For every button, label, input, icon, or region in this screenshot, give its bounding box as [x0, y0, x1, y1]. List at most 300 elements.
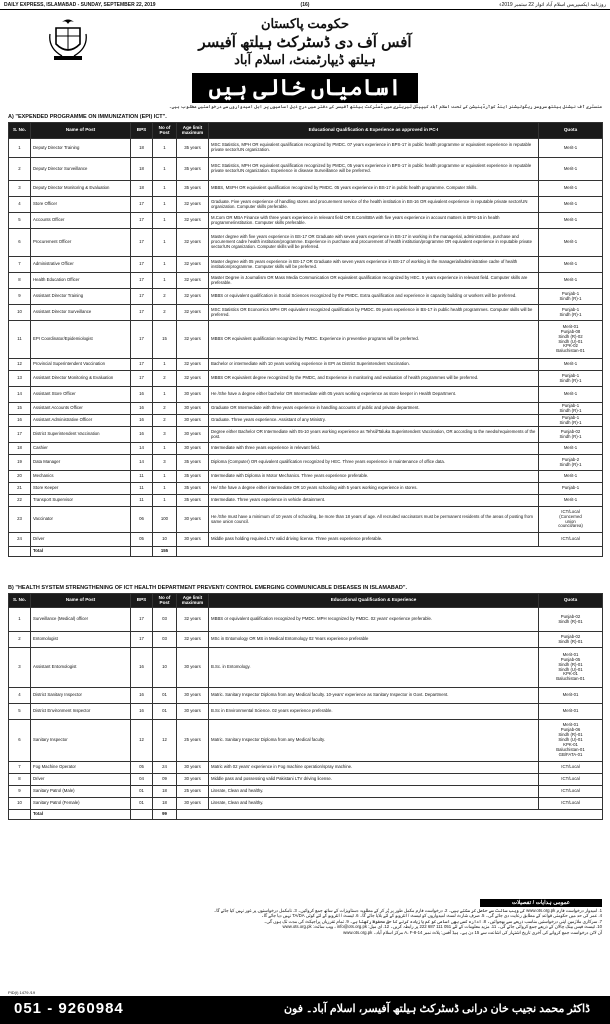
age-limit-cell: 32 years [177, 371, 209, 387]
no-of-post-cell: 1 [153, 359, 177, 371]
post-name-cell: Mechanics [31, 471, 131, 483]
age-limit-cell: 30 years [177, 415, 209, 427]
bps-cell: 17 [131, 289, 153, 305]
quota-cell: Merit-1 [539, 257, 603, 273]
table-row [9, 443, 603, 455]
age-limit-cell: 35 years [177, 455, 209, 471]
quota-cell: Merit-1 [539, 139, 603, 158]
sno-cell: 10 [9, 305, 31, 321]
quota-cell: Punjab-02 Sindh (R)-01 [539, 632, 603, 648]
header-office: آفس آف دی ڈسٹرکٹ ہیلتھ آفیسر [198, 34, 412, 51]
col-header: No of Post [153, 594, 177, 608]
sno-cell: 22 [9, 495, 31, 507]
bps-cell: 06 [131, 507, 153, 533]
qualification-cell: Literate, Clean and healthy. [209, 798, 539, 810]
sno-cell: 2 [9, 158, 31, 181]
bps-cell: 17 [131, 197, 153, 213]
header-department: ہیلتھ ڈیپارٹمنٹ، اسلام آباد [234, 52, 376, 67]
age-limit-cell: 32 years [177, 273, 209, 289]
sno-cell: 16 [9, 415, 31, 427]
no-of-post-cell: 1 [153, 443, 177, 455]
table-row [9, 305, 603, 321]
quota-cell: ICT/Local [539, 786, 603, 798]
age-limit-cell: 32 years [177, 632, 209, 648]
post-name-cell: EPI Coordinator/Epidemiologist [31, 321, 131, 359]
bps-cell: 17 [131, 359, 153, 371]
bps-cell: 17 [131, 273, 153, 289]
no-of-post-cell: 10 [153, 648, 177, 688]
sno-cell: 9 [9, 289, 31, 305]
post-name-cell: Assistant Director Surveillance [31, 305, 131, 321]
masthead-right: روزنامہ ایکسپریس اسلام آباد اتوار 22 ستمبر 2019ء [499, 2, 606, 8]
quota-cell: Merit-1 [539, 495, 603, 507]
qualification-cell: Matric. Sanitary Inspector Diploma from any Medical faculty. 10-years' experience as Sanitary Inspector in Govt. Department. [209, 688, 539, 704]
total-row [9, 810, 603, 820]
intro-paragraph: منسٹری آف نیشنل ہیلتھ سروسز ریگولیشنز اینڈ کوآرڈینیشن کے تحت اسلام آباد کیپیٹل ٹیریٹری میں ڈسٹرکٹ ہیلتھ آفیسر کے دفتر میں درج ذیل اسامیوں پر اہل امیدواروں سے درخواستیں مطلوب ہیں۔ [168, 104, 602, 109]
post-name-cell: Assistant Store Officer [31, 387, 131, 403]
col-header: BPS [131, 594, 153, 608]
post-name-cell: Vaccinator [31, 507, 131, 533]
qualification-cell: MBBS OR equivalent qualification recognized by PMDC. Experience in preventive programs will be preferred. [209, 321, 539, 359]
table-row [9, 455, 603, 471]
no-of-post-cell: 10 [153, 533, 177, 547]
post-name-cell: Procurement Officer [31, 229, 131, 257]
bps-cell: 01 [131, 786, 153, 798]
age-limit-cell: 32 years [177, 229, 209, 257]
table-row [9, 403, 603, 415]
qualification-cell: MSc in Entomology OR MS in Medical Entomology 02 Years experience preferable [209, 632, 539, 648]
table-row [9, 533, 603, 547]
sno-cell: 8 [9, 273, 31, 289]
sno-cell: 1 [9, 139, 31, 158]
no-of-post-cell: 03 [153, 632, 177, 648]
bps-cell: 16 [131, 415, 153, 427]
table-row [9, 471, 603, 483]
total-label: Total [31, 547, 131, 557]
qualification-cell: Master degree with 05 years experience in BS-17 OR Graduate with seven years experience in BS-17 of working in the managerial/administrative cadre of health institution/programme. Computer skills will be preferred. [209, 257, 539, 273]
post-name-cell: Deputy Director Surveillance [31, 158, 131, 181]
qualification-cell: Bachelor or intermediate with 10 years working experience in EPI as District Superintendent Vaccination. [209, 359, 539, 371]
quota-cell: Punjab-02 Sindh (R)-01 [539, 608, 603, 632]
col-header: Educational Qualification & Experience as approved in PC-I [209, 123, 539, 139]
bps-cell: 18 [131, 139, 153, 158]
qualification-cell: Master degree with five years experience in BS-17 OR Graduate with seven years experience in BS-17 in working in the managerial, administrative, purchase and procurement cadre health institution/programme. Experience in purchase and procurement of health institution/programme OR equivalent experience in reputable private sector/UN organization. Computer skills will be preferred. [209, 229, 539, 257]
bps-cell: 17 [131, 632, 153, 648]
qualification-cell: Intermediate. Three years experience in vehicle detainment. [209, 495, 539, 507]
qualification-cell: Master Degree in Journalism OR Mass Media Communication OR equivalent qualification recognized by HEC. 5 years experience in relevant field. Computer skills are preferable. [209, 273, 539, 289]
table-row [9, 495, 603, 507]
qualification-cell: MBBS or equivalent qualification recognized by PMDC. MPH recognized by PMDC. 02 years' experience preferable. [209, 608, 539, 632]
age-limit-cell: 32 years [177, 305, 209, 321]
quota-cell: ICT/Local [539, 762, 603, 774]
table-row [9, 289, 603, 305]
post-name-cell: Fog Machine Operator [31, 762, 131, 774]
table-row [9, 273, 603, 289]
sno-cell: 19 [9, 455, 31, 471]
qualification-cell: Graduate OR Intermediate with three years experience in handling accounts of public and private department. [209, 403, 539, 415]
age-limit-cell: 35 years [177, 483, 209, 495]
col-header: Quota [539, 594, 603, 608]
header-government: حکومت پاکستان [260, 16, 350, 31]
table-row [9, 483, 603, 495]
age-limit-cell: 35 years [177, 181, 209, 197]
sno-cell: 5 [9, 704, 31, 720]
bps-cell: 18 [131, 158, 153, 181]
sno-cell: 18 [9, 443, 31, 455]
table-row [9, 229, 603, 257]
age-limit-cell: 30 years [177, 704, 209, 720]
bps-cell: 14 [131, 455, 153, 471]
qualification-cell: B.Sc. in Entomology. [209, 648, 539, 688]
no-of-post-cell: 2 [153, 289, 177, 305]
age-limit-cell: 30 years [177, 443, 209, 455]
total-spacer-cell [131, 547, 153, 557]
quota-cell: Merit-1 [539, 197, 603, 213]
quota-cell: Punjab-1 Sindh (R)-1 [539, 289, 603, 305]
quota-cell: Merit-01 Punjab-05 Sindh (R)-01 Sindh (U)-01 KPK-01 Baluchistan-01 [539, 648, 603, 688]
post-name-cell: Driver [31, 774, 131, 786]
qualification-cell: MSC Statistics, MPH OR equivalent qualification recognized by PMDC. 07 years experience in BPS-17 in public health programme or equivalent experience in reputable private sector/UN organization. [209, 139, 539, 158]
qualification-cell: B.Sc in Environmental Science. 02 years experience preferable. [209, 704, 539, 720]
qualification-cell: Literate, Clean and healthy. [209, 786, 539, 798]
quota-cell: Punjab-1 [539, 483, 603, 495]
qualification-cell: Graduate. Five years experience of handling stores and procurement service of the health institution in BS-16 OR equivalent experience in reputable private sector/UN organization. Computer skills preferable. [209, 197, 539, 213]
post-name-cell: Store Officer [31, 197, 131, 213]
no-of-post-cell: 01 [153, 704, 177, 720]
quota-cell: Merit-1 [539, 359, 603, 371]
age-limit-cell: 32 years [177, 257, 209, 273]
age-limit-cell: 32 years [177, 213, 209, 229]
post-name-cell: Store Keeper [31, 483, 131, 495]
sno-cell: 23 [9, 507, 31, 533]
post-name-cell: Health Education Officer [31, 273, 131, 289]
table-row [9, 786, 603, 798]
sno-cell: 7 [9, 762, 31, 774]
age-limit-cell: 30 years [177, 427, 209, 443]
quota-cell: Merit-1 [539, 229, 603, 257]
age-limit-cell: 30 years [177, 387, 209, 403]
table-row [9, 704, 603, 720]
pid-number: PID(I) 1479 /19 [8, 990, 36, 995]
qualification-cell: MBBS OR equivalent degree recognized by the PMDC, and Experience in monitoring and evaluation of health programmes will be preferred. [209, 371, 539, 387]
age-limit-cell: 32 years [177, 197, 209, 213]
quota-cell: Punjab-1 Sindh (R)-1 [539, 371, 603, 387]
bps-cell: 17 [131, 305, 153, 321]
table-row [9, 197, 603, 213]
qualification-cell: Middle pass and possessing valid Pakistani LTV driving license. [209, 774, 539, 786]
col-header: Quota [539, 123, 603, 139]
total-row [9, 547, 603, 557]
newspaper-masthead [0, 0, 610, 10]
bps-cell: 14 [131, 443, 153, 455]
col-header: S. No. [9, 594, 31, 608]
bps-cell: 11 [131, 495, 153, 507]
age-limit-cell: 30 years [177, 533, 209, 547]
no-of-post-cell: 1 [153, 229, 177, 257]
table-row [9, 181, 603, 197]
post-name-cell: Cashier [31, 443, 131, 455]
col-header: No of Post [153, 123, 177, 139]
sno-cell: 2 [9, 632, 31, 648]
age-limit-cell: 35 years [177, 158, 209, 181]
bps-cell: 17 [131, 371, 153, 387]
quota-cell: ICT/Local [539, 774, 603, 786]
vacancies-banner: اسامیاں خالی ہیں [192, 73, 418, 103]
post-name-cell: Assistant Director Monitoring & Evaluation [31, 371, 131, 387]
table-row [9, 257, 603, 273]
bps-cell: 12 [131, 720, 153, 762]
no-of-post-cell: 03 [153, 608, 177, 632]
section-b-title: B) "HEALTH SYSTEM STRENGTHENING OF ICT HEALTH DEPARTMENT PREVENT/ CONTROL EMERGING COMMUNICABLE DISEASES IN ISLAMABAD". [8, 585, 407, 591]
post-name-cell: Entomologist [31, 632, 131, 648]
age-limit-cell: 35 years [177, 495, 209, 507]
post-name-cell: Transport Supervisor [31, 495, 131, 507]
quota-cell: ICT/Local (Concerned union council/area) [539, 507, 603, 533]
quota-cell: Merit-01 Punjab-08 Sindh (R)-02 Sindh (U)-01 KPK-02 Baluchistan-01 [539, 321, 603, 359]
post-name-cell: Assistant Administrative Officer [31, 415, 131, 427]
bps-cell: 16 [131, 648, 153, 688]
bps-cell: 18 [131, 181, 153, 197]
sno-cell: 7 [9, 257, 31, 273]
quota-cell: Punjab-2 Sindh (R)-1 [539, 455, 603, 471]
quota-cell: Punjab-1 Sindh (R)-1 [539, 415, 603, 427]
age-limit-cell: 30 years [177, 507, 209, 533]
no-of-post-cell: 2 [153, 371, 177, 387]
no-of-post-cell: 1 [153, 273, 177, 289]
age-limit-cell: 30 years [177, 648, 209, 688]
sno-cell: 11 [9, 321, 31, 359]
table-row [9, 415, 603, 427]
no-of-post-cell: 100 [153, 507, 177, 533]
no-of-post-cell: 01 [153, 688, 177, 704]
bps-cell: 17 [131, 213, 153, 229]
no-of-post-cell: 1 [153, 495, 177, 507]
no-of-post-cell: 24 [153, 762, 177, 774]
post-name-cell: Accounts Officer [31, 213, 131, 229]
bps-cell: 11 [131, 483, 153, 495]
no-of-post-cell: 3 [153, 427, 177, 443]
no-of-post-cell: 1 [153, 483, 177, 495]
table-row [9, 762, 603, 774]
qualification-cell: MSC Statistics, MPH OR equivalent qualification recognized by PMDC, 05 years experience in BPS-17 in public health programme or equivalent experience in reputable private sector/UN organization. Experience in disease Surveillance will be preferred. [209, 158, 539, 181]
qualification-cell: MSC Statistics OR Economics MPH OR equivalent recognized qualification by PMDC. 05 years experience in BS-17 in public health programmes. Computer skills will be preferred. [209, 305, 539, 321]
quota-cell: Merit-1 [539, 181, 603, 197]
footer-bar [0, 996, 610, 1024]
age-limit-cell: 25 years [177, 786, 209, 798]
quota-cell: ICT/Local [539, 533, 603, 547]
bps-cell: 04 [131, 774, 153, 786]
post-name-cell: Sanitary Inspector [31, 720, 131, 762]
quota-cell: Punjab-1 Sindh (R)-1 [539, 403, 603, 415]
qualification-cell: Degree either Bachelor OR Intermediate with 05-10 years working experience as Tehsil/Taluka Superintendent Vaccination, OR according to the needs/requirements of the post. [209, 427, 539, 443]
total-label: Total [31, 810, 131, 820]
post-name-cell: Administrative Officer [31, 257, 131, 273]
bps-cell: 16 [131, 427, 153, 443]
quota-cell: Merit-01 [539, 704, 603, 720]
total-value: 99 [153, 810, 177, 820]
bps-cell: 17 [131, 608, 153, 632]
post-name-cell: Sanitary Patrol (Female) [31, 798, 131, 810]
table-row [9, 321, 603, 359]
post-name-cell: District Superintendent Vaccination [31, 427, 131, 443]
no-of-post-cell: 18 [153, 786, 177, 798]
post-name-cell: Deputy Director Training [31, 139, 131, 158]
bps-cell: 01 [131, 798, 153, 810]
sno-cell: 24 [9, 533, 31, 547]
post-name-cell: Provincial Superintendent Vaccination [31, 359, 131, 371]
post-name-cell: Data Manager [31, 455, 131, 471]
qualification-cell: He /She must have a minimum of 10 years of schooling, be more than 18 years of age. All recruited vaccinators must be permanent residents of the areas of posting from same union council. [209, 507, 539, 533]
qualification-cell: He /She have a degree either bachelor OR Intermediate with 05 years working experience as store keeper in Health Department. [209, 387, 539, 403]
no-of-post-cell: 1 [153, 158, 177, 181]
sno-cell: 8 [9, 774, 31, 786]
table-row [9, 359, 603, 371]
sno-cell: 20 [9, 471, 31, 483]
bps-cell: 16 [131, 403, 153, 415]
footer-signatory: ڈاکٹر محمد نجیب خان درانی ڈسٹرکٹ ہیلتھ آفیسر، اسلام آباد۔ فون [283, 1003, 590, 1015]
table-row [9, 688, 603, 704]
bps-cell: 17 [131, 229, 153, 257]
table-row [9, 608, 603, 632]
qualification-cell: Intermediate with three years experience in relevant field. [209, 443, 539, 455]
age-limit-cell: 30 years [177, 774, 209, 786]
qualification-cell: Matric with 02 years' experience in Fog machine operation/spray machine. [209, 762, 539, 774]
age-limit-cell: 32 years [177, 608, 209, 632]
table-section-a [8, 122, 603, 557]
post-name-cell: Sanitary Patrol (Male) [31, 786, 131, 798]
sno-cell: 3 [9, 648, 31, 688]
table-row [9, 213, 603, 229]
no-of-post-cell: 2 [153, 403, 177, 415]
sno-cell: 10 [9, 798, 31, 810]
post-name-cell: District Environment Inspector [31, 704, 131, 720]
post-name-cell: Driver [31, 533, 131, 547]
no-of-post-cell: 1 [153, 139, 177, 158]
quota-cell: Merit-1 [539, 273, 603, 289]
sno-cell: 3 [9, 181, 31, 197]
table-row [9, 774, 603, 786]
quota-cell: ICT/Local [539, 798, 603, 810]
no-of-post-cell: 1 [153, 197, 177, 213]
age-limit-cell: 30 years [177, 688, 209, 704]
sno-cell: 12 [9, 359, 31, 371]
age-limit-cell: 30 years [177, 403, 209, 415]
no-of-post-cell: 18 [153, 798, 177, 810]
sno-cell: 4 [9, 688, 31, 704]
no-of-post-cell: 12 [153, 720, 177, 762]
instruction-line: 4. عمر کی حد میں حکومتی قواعد کے مطابق رعایت دی جائے گی۔ 5. صرف شارٹ لسٹ امیدواروں کو ٹیسٹ / انٹرویو کے لئے بلایا جائے گا۔ 6. ٹیسٹ / انٹرویو کے لئے کوئی TA/DA نہیں دیا جائے گا۔ [261, 913, 602, 919]
bps-cell: 16 [131, 387, 153, 403]
sno-cell: 14 [9, 387, 31, 403]
sno-cell: 5 [9, 213, 31, 229]
quota-cell: Merit-01 Punjab-06 Sindh (R)-01 Sindh (U)-01 KPK-01 Baluchistan-01 GB/FATA-01 [539, 720, 603, 762]
bps-cell: 16 [131, 688, 153, 704]
total-spacer-cell [131, 810, 153, 820]
no-of-post-cell: 2 [153, 305, 177, 321]
age-limit-cell: 32 years [177, 321, 209, 359]
instruction-line: 1. امیدوار درخواست فارم www.ots.org.pk کی ویب سائٹ سے حاصل کر سکتے ہیں۔ 2. درخواست فارم مکمل طور پر پُر کر کے مطلوبہ دستاویزات کے ساتھ جمع کروائیں۔ 3. نامکمل درخواستوں پر غور نہیں کیا جائے گا۔ [213, 908, 602, 913]
bps-cell: 16 [131, 704, 153, 720]
sno-cell: 6 [9, 720, 31, 762]
bps-cell: 05 [131, 762, 153, 774]
sno-cell: 9 [9, 786, 31, 798]
qualification-cell: MBBS, MSPH OR equivalent qualification recognized by PMDC. 05 years experience in BS-17 in public health programme. Computer Skills. [209, 181, 539, 197]
post-name-cell: Assistant Entomologist [31, 648, 131, 688]
quota-cell: Merit-1 [539, 471, 603, 483]
age-limit-cell: 30 years [177, 762, 209, 774]
no-of-post-cell: 3 [153, 455, 177, 471]
masthead-left: DAILY EXPRESS, ISLAMABAD - SUNDAY, SEPTEMBER 22, 2019 [4, 2, 156, 8]
bps-cell: 17 [131, 257, 153, 273]
col-header: Age limit maximum [177, 123, 209, 139]
qualification-cell: MBBS or equivalent qualification in Social Sciences recognized by the PMDC. Extra qualification and experience in capacity building or workers will be preferred. [209, 289, 539, 305]
post-name-cell: District Sanitary Inspector [31, 688, 131, 704]
quota-cell: Merit-01 [539, 688, 603, 704]
total-value: 155 [153, 547, 177, 557]
quota-cell: Punjab-1 Sindh (R)-1 [539, 305, 603, 321]
table-section-b [8, 593, 603, 820]
section-a-title: A) "EXPENDED PROGRAMME ON IMMUNIZATION (EPI) ICT". [8, 114, 167, 120]
col-header: Age limit maximum [177, 594, 209, 608]
qualification-cell: Intermediate with Diploma in Motor Mechanics. Three years experience preferable. [209, 471, 539, 483]
general-instructions-title: عمومی ہدایات / تفصیلات [480, 899, 602, 907]
table-row [9, 158, 603, 181]
sno-cell: 6 [9, 229, 31, 257]
table-row [9, 139, 603, 158]
post-name-cell: Assistant Director Training [31, 289, 131, 305]
quota-cell: Punjab-02 Sindh (R)-1 [539, 427, 603, 443]
post-name-cell: Surveillance (Medical) officer [31, 608, 131, 632]
quota-cell: Merit-1 [539, 387, 603, 403]
no-of-post-cell: 1 [153, 181, 177, 197]
post-name-cell: Deputy Director Monitoring & Evaluation [31, 181, 131, 197]
age-limit-cell: 25 years [177, 720, 209, 762]
table-row [9, 798, 603, 810]
qualification-cell: Graduate. Three years experience. Assistant of any Ministry. [209, 415, 539, 427]
col-header: Name of Post [31, 123, 131, 139]
col-header: Educational Qualification & Experience [209, 594, 539, 608]
qualification-cell: M.Com OR MBA Finance with three years experience in relevant field OR B.Com/BBA with five years experience in account matters in BPS-16 in health programme/institution. Computer skills preferable. [209, 213, 539, 229]
bps-cell: 11 [131, 471, 153, 483]
no-of-post-cell: 2 [153, 415, 177, 427]
age-limit-cell: 32 years [177, 289, 209, 305]
qualification-cell: Middle pass holding required LTV valid driving license. Three years experience preferable. [209, 533, 539, 547]
masthead-page-number: (16) [300, 2, 310, 8]
age-limit-cell: 35 years [177, 471, 209, 483]
no-of-post-cell: 15 [153, 321, 177, 359]
instruction-line: 10. ٹیسٹ فیس بینک چالان کے ذریعے جمع کروائی جائے گی۔ 11. مزید معلومات کے لئے 051 111 687 222 پر رابطہ کریں۔ 12. ای میل: info@ots.org.pk ، ویب سائٹ: www.ots.org.pk [282, 924, 602, 930]
bps-cell: 17 [131, 321, 153, 359]
bps-cell: 05 [131, 533, 153, 547]
age-limit-cell: 32 years [177, 359, 209, 371]
no-of-post-cell: 1 [153, 213, 177, 229]
sno-cell: 1 [9, 608, 31, 632]
sno-cell: 13 [9, 371, 31, 387]
col-header: S. No. [9, 123, 31, 139]
table-row [9, 387, 603, 403]
table-row [9, 427, 603, 443]
table-row [9, 648, 603, 688]
total-spacer-cell [9, 810, 31, 820]
table-row [9, 720, 603, 762]
no-of-post-cell: 09 [153, 774, 177, 786]
no-of-post-cell: 1 [153, 471, 177, 483]
quota-cell: Merit-1 [539, 213, 603, 229]
age-limit-cell: 30 years [177, 798, 209, 810]
no-of-post-cell: 1 [153, 387, 177, 403]
sno-cell: 15 [9, 403, 31, 415]
table-row [9, 632, 603, 648]
